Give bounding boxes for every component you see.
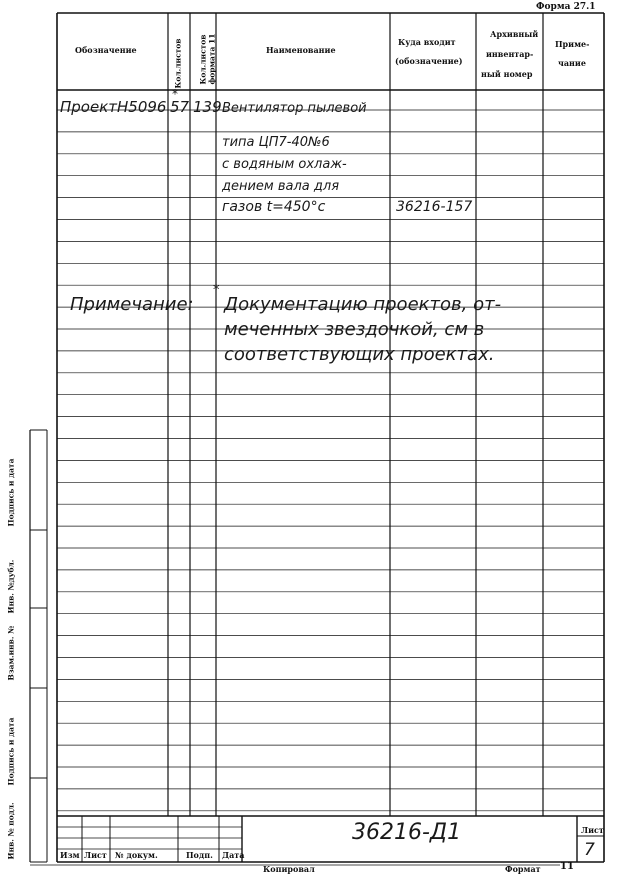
entry-name-line-1: Вентилятор пылевой [222,101,367,116]
side-exchange-no: Взам.инв. № [6,625,16,681]
header-archive-2: инвентар- [486,49,534,59]
note-label: Примечание: [70,294,194,315]
header-format11-b: формата 11 [207,33,217,85]
side-orig-no: Инв. № подл. [6,802,16,860]
tb-izm: Изм [60,850,80,860]
footer-format: Формат [505,864,541,874]
form-label: Форма 27.1 [536,2,596,12]
note-line-3: соответствующих проектах. [224,344,495,365]
note-asterisk: * [213,283,220,298]
footer-format-value: 11 [560,861,574,872]
footer-copied: Копировал [263,864,315,874]
side-sign-date-1: Подпись и дата [6,458,16,527]
tb-list: Лист [84,850,107,860]
entry-where-used: 36216-157 [396,199,473,215]
tb-document-code: 36216-Д1 [352,820,462,845]
side-dup-no: Инв. №дубл. [6,559,16,614]
header-designation: Обозначение [75,45,137,55]
tb-date: Дата [222,850,245,860]
header-sheets-count: Кол.листов [173,38,183,89]
tb-sheet-number: 7 [584,840,595,860]
header-note-2: чание [558,58,586,68]
entry-name-line-2: типа ЦП7-40№6 [222,135,330,150]
header-format11: Кол.листов [198,34,208,85]
tb-sign: Подп. [186,850,213,860]
side-sign-date-2: Подпись и дата [6,717,16,786]
entry-name-line-3: с водяным охлаж- [222,157,347,172]
entry-asterisk: * [172,87,178,101]
note-line-2: меченных звездочкой, см в [224,319,485,340]
entry-format11: 139 [193,98,222,116]
header-note-1: Приме- [555,39,590,49]
entry-name-line-4: дением вала для [222,179,340,194]
header-where-used: Куда входит [398,37,456,47]
header-where-used-2: (обозначение) [395,56,463,66]
entry-name-line-5: газов t=450°с [222,199,326,215]
header-archive-1: Архивный [490,29,539,39]
note-line-1: Документацию проектов, от- [224,294,502,315]
tb-sheet-label: Лист [581,825,604,835]
entry-sheets: 57 [170,98,190,116]
entry-designation: ПроектН5096 [60,98,167,116]
header-archive-3: ный номер [481,69,533,79]
header-name: Наименование [266,45,336,55]
tb-doc-no: № докум. [115,850,158,860]
